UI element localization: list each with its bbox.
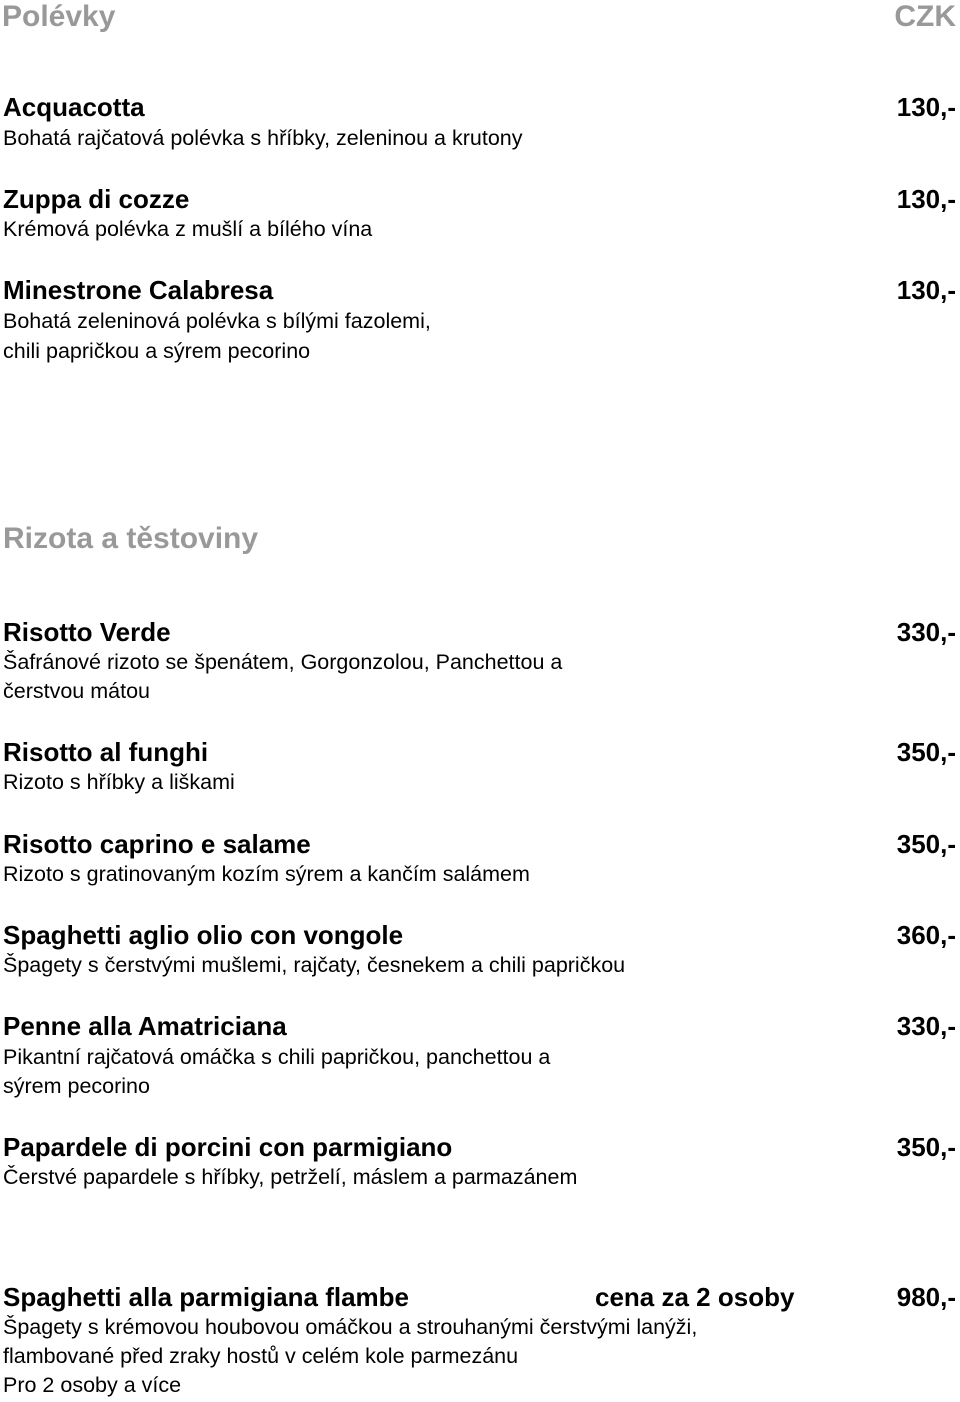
item-price: 130,-	[896, 184, 956, 214]
item-description: Šafránové rizoto se špenátem, Gorgonzolou, Panchettou a	[3, 650, 563, 674]
item-name: Spaghetti alla parmigiana flambe	[3, 1282, 409, 1312]
item-price: 330,-	[896, 1011, 956, 1041]
item-description: sýrem pecorino	[3, 1074, 150, 1098]
item-description: Špagety s krémovou houbovou omáčkou a strouhanými čerstvými lanýži,	[3, 1315, 698, 1339]
item-price: 350,-	[896, 1132, 956, 1162]
item-price: 130,-	[896, 275, 956, 305]
item-price: 330,-	[896, 617, 956, 647]
item-name: Penne alla Amatriciana	[3, 1011, 287, 1041]
item-description: flambované před zraky hostů v celém kole parmezánu	[3, 1344, 519, 1368]
section-title-soups: Polévky	[2, 0, 116, 33]
item-name: Minestrone Calabresa	[3, 275, 274, 305]
item-description: Špagety s čerstvými mušlemi, rajčaty, česnekem a chili papričkou	[3, 953, 626, 977]
item-name: Risotto al funghi	[3, 737, 209, 767]
item-description: Pro 2 osoby a více	[3, 1373, 182, 1397]
item-name: Risotto caprino e salame	[3, 829, 311, 859]
item-name: Acquacotta	[3, 92, 145, 122]
item-price: 980,-	[896, 1282, 956, 1312]
item-price: 350,-	[896, 737, 956, 767]
item-description: Pikantní rajčatová omáčka s chili papričkou, panchettou a	[3, 1045, 551, 1069]
item-name: Papardele di porcini con parmigiano	[3, 1132, 453, 1162]
currency-label: CZK	[894, 0, 956, 33]
item-price: 130,-	[896, 92, 956, 122]
item-description: Rizoto s hříbky a liškami	[3, 770, 235, 794]
item-description: Čerstvé papardele s hříbky, petrželí, máslem a parmazánem	[3, 1165, 578, 1189]
section-title-risotto-pasta: Rizota a těstoviny	[3, 522, 259, 555]
item-description: Bohatá zeleninová polévka s bílými fazolemi,	[3, 309, 431, 333]
item-description: chili papričkou a sýrem pecorino	[3, 339, 311, 363]
item-name: Spaghetti aglio olio con vongole	[3, 920, 404, 950]
item-description: Rizoto s gratinovaným kozím sýrem a kančím salámem	[3, 862, 530, 886]
item-description: Krémová polévka z mušlí a bílého vína	[3, 217, 373, 241]
item-description: Bohatá rajčatová polévka s hříbky, zeleninou a krutony	[3, 126, 523, 150]
price-note: cena za 2 osoby	[595, 1282, 795, 1312]
item-description: čerstvou mátou	[3, 679, 150, 703]
item-name: Zuppa di cozze	[3, 184, 190, 214]
item-name: Risotto Verde	[3, 617, 171, 647]
item-price: 360,-	[896, 920, 956, 950]
item-price: 350,-	[896, 829, 956, 859]
